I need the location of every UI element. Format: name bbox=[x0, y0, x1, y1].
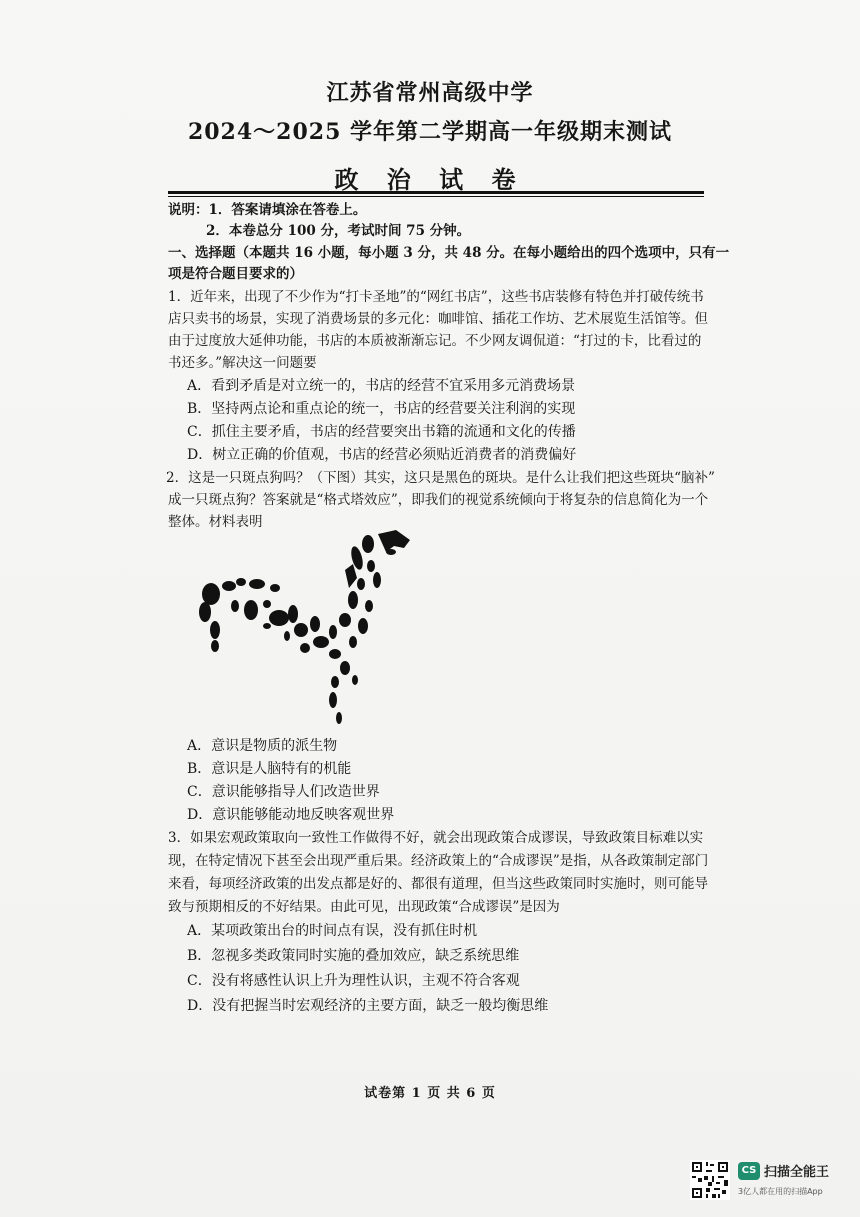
q3-option-b: B．忽视多类政策同时实施的叠加效应，缺乏系统思维 bbox=[187, 948, 520, 964]
q3-stem-line-1: 3．如果宏观政策取向一致性工作做得不好，就会出现政策合成谬误，导致政策目标难以实 bbox=[168, 830, 704, 846]
header-rule-thick bbox=[168, 191, 704, 194]
q2-stem-line-3: 整体。材料表明 bbox=[168, 514, 263, 530]
dalmatian-gestalt-image bbox=[195, 522, 435, 727]
instruction-note-2: 2．本卷总分 100 分，考试时间 75 分钟。 bbox=[206, 223, 471, 239]
instruction-note-1: 说明：1．答案请填涂在答卷上。 bbox=[168, 202, 367, 218]
q2-option-d: D．意识能够能动地反映客观世界 bbox=[187, 807, 395, 823]
q1-stem-line-4: 书还多。”解决这一问题要 bbox=[168, 355, 317, 371]
q2-stem-line-2: 成一只斑点狗？答案就是“格式塔效应”，即我们的视觉系统倾向于将复杂的信息简化为一个 bbox=[168, 492, 709, 508]
q3-stem-line-2: 现，在特定情况下甚至会出现严重后果。经济政策上的“合成谬误”是指，从各政策制定部门 bbox=[168, 853, 709, 869]
q2-stem-line-1: 2．这是一只斑点狗吗？（下图）其实，这只是黑色的斑块。是什么让我们把这些斑块“脑补” bbox=[166, 470, 715, 486]
q3-stem-line-4: 致与预期相反的不好结果。由此可见，出现政策“合成谬误”是因为 bbox=[168, 899, 560, 915]
school-name: 江苏省常州高级中学 bbox=[326, 80, 534, 106]
q1-option-c: C．抓住主要矛盾，书店的经营要突出书籍的流通和文化的传播 bbox=[187, 424, 576, 440]
section-heading-line-2: 项是符合题目要求的） bbox=[168, 266, 303, 282]
q2-option-c: C．意识能够指导人们改造世界 bbox=[187, 784, 380, 800]
q3-stem-line-3: 来看，每项经济政策的出发点都是好的、都很有道理，但当这些政策同时实施时，则可能导 bbox=[168, 876, 708, 892]
q1-stem-line-3: 由于过度放大延伸功能，书店的本质被渐渐忘记。不少网友调侃道：“打过的卡，比看过的 bbox=[168, 333, 702, 349]
camscanner-tagline: 3亿人都在用的扫描App bbox=[738, 1187, 823, 1196]
camscanner-name: 扫描全能王 bbox=[764, 1165, 830, 1180]
q1-option-a: A．看到矛盾是对立统一的，书店的经营不宜采用多元消费场景 bbox=[187, 378, 576, 394]
section-heading-line-1: 一、选择题（本题共 16 小题，每小题 3 分，共 48 分。在每小题给出的四个选项中，只有一 bbox=[168, 245, 730, 261]
camscanner-logo-icon: CS bbox=[738, 1162, 760, 1180]
page-footer: 试卷第 1 页 共 6 页 bbox=[364, 1086, 496, 1101]
q2-option-b: B．意识是人脑特有的机能 bbox=[187, 761, 352, 777]
header-rule-thin bbox=[168, 196, 704, 197]
q3-option-c: C．没有将感性认识上升为理性认识，主观不符合客观 bbox=[187, 973, 520, 989]
exam-title: 2024～2025 学年第二学期高一年级期末测试 bbox=[187, 119, 673, 145]
qr-code-icon bbox=[690, 1160, 730, 1200]
q1-option-b: B．坚持两点论和重点论的统一，书店的经营要关注利润的实现 bbox=[187, 401, 576, 417]
q1-option-d: D．树立正确的价值观，书店的经营必须贴近消费者的消费偏好 bbox=[187, 447, 577, 463]
q3-option-d: D．没有把握当时宏观经济的主要方面，缺乏一般均衡思维 bbox=[187, 998, 549, 1014]
q1-stem-line-2: 店只卖书的场景，实现了消费场景的多元化：咖啡馆、插花工作坊、艺术展览生活馆等。但 bbox=[168, 311, 708, 327]
q1-stem-line-1: 1．近年来，出现了不少作为“打卡圣地”的“网红书店”，这些书店装修有特色并打破传统书 bbox=[168, 289, 704, 305]
q3-option-a: A．某项政策出台的时间点有误，没有抓住时机 bbox=[187, 923, 478, 939]
q2-option-a: A．意识是物质的派生物 bbox=[187, 738, 338, 754]
subject-title: 政 治 试 卷 bbox=[334, 165, 526, 194]
